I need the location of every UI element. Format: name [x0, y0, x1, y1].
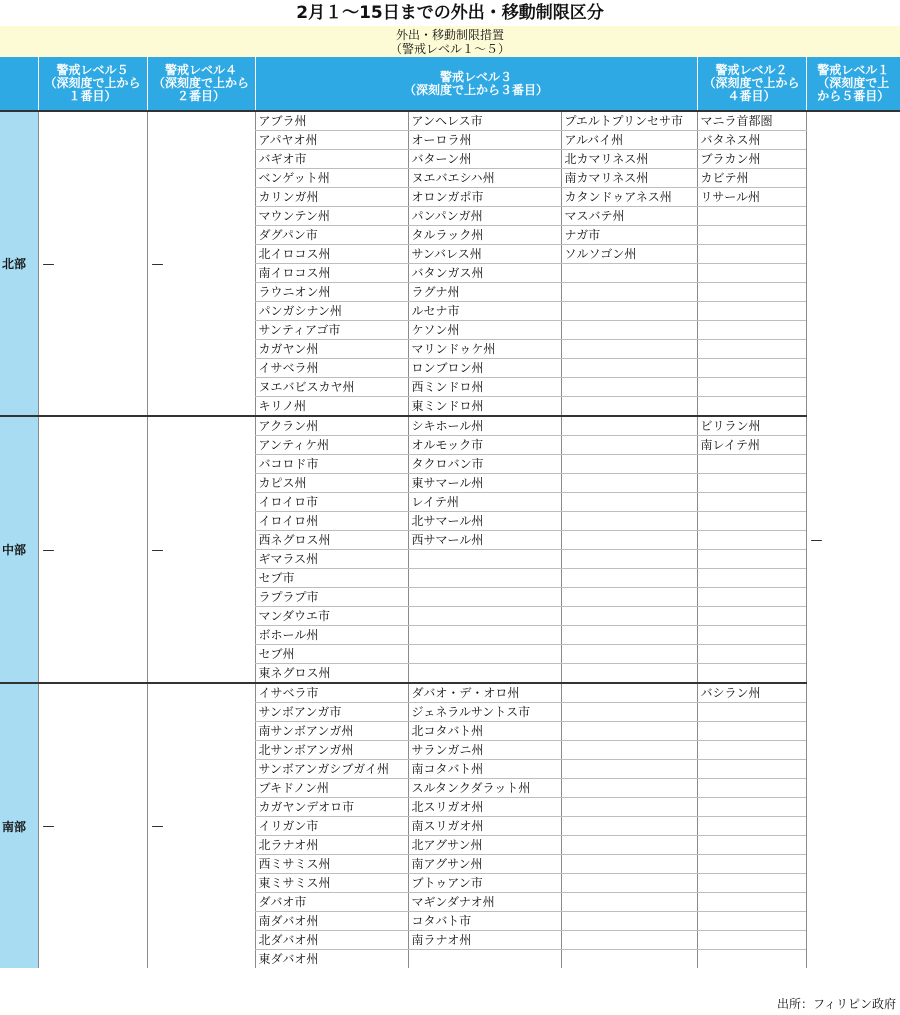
level3-col2-cell: スルタンクダラット州 — [408, 779, 561, 798]
level3-col3-cell — [561, 378, 697, 397]
level3-col1-cell: セブ市 — [255, 569, 408, 588]
level1-header-line: （深刻度で上 — [817, 76, 890, 90]
level4-cell: — — [147, 683, 255, 968]
level3-col3-cell — [561, 550, 697, 569]
level2-cell — [697, 874, 806, 893]
level3-col1-cell: アンティケ州 — [255, 436, 408, 455]
level3-col2-cell: ロンブロン州 — [408, 359, 561, 378]
level3-col1-cell: ベンゲット州 — [255, 169, 408, 188]
level3-col1-cell: 西ネグロス州 — [255, 531, 408, 550]
level3-col3-cell — [561, 588, 697, 607]
level3-col3-cell: ナガ市 — [561, 226, 697, 245]
level3-col3-cell — [561, 855, 697, 874]
level3-col2-cell: アンヘレス市 — [408, 111, 561, 131]
level5-cell: — — [38, 683, 147, 968]
level3-col3-cell — [561, 283, 697, 302]
level2-cell — [697, 397, 806, 417]
level2-cell — [697, 741, 806, 760]
level3-col2-cell: 南ラナオ州 — [408, 931, 561, 950]
level2-cell — [697, 531, 806, 550]
level2-cell — [697, 569, 806, 588]
measures-header-line2: （警戒レベル１～５） — [389, 42, 510, 56]
level3-col1-cell: 南ダバオ州 — [255, 912, 408, 931]
level3-col2-cell: マギンダナオ州 — [408, 893, 561, 912]
level3-col3-cell — [561, 416, 697, 436]
level3-col1-cell: マウンテン州 — [255, 207, 408, 226]
level3-col3-cell — [561, 703, 697, 722]
level3-col2-cell: ジェネラルサントス市 — [408, 703, 561, 722]
level2-cell — [697, 302, 806, 321]
level3-col3-cell: マスバテ州 — [561, 207, 697, 226]
level3-col3-cell — [561, 569, 697, 588]
level3-col1-cell: 北ダバオ州 — [255, 931, 408, 950]
level5-cell: — — [38, 111, 147, 416]
level3-col1-cell: 南イロコス州 — [255, 264, 408, 283]
level3-col1-cell: ギマラス州 — [255, 550, 408, 569]
level2-cell: ブラカン州 — [697, 150, 806, 169]
level1-cell: — — [806, 111, 900, 968]
level3-col2-cell: ダバオ・デ・オロ州 — [408, 683, 561, 703]
level3-col3-cell — [561, 264, 697, 283]
level2-cell: カビテ州 — [697, 169, 806, 188]
level2-cell — [697, 760, 806, 779]
level3-col2-cell: オルモック市 — [408, 436, 561, 455]
level3-col1-cell: カピス州 — [255, 474, 408, 493]
level3-col3-cell — [561, 531, 697, 550]
level3-col2-cell: 南スリガオ州 — [408, 817, 561, 836]
level3-col1-cell: アブラ州 — [255, 111, 408, 131]
level3-col1-cell: イサベラ市 — [255, 683, 408, 703]
level3-col2-cell: 北スリガオ州 — [408, 798, 561, 817]
level3-col2-cell: オーロラ州 — [408, 131, 561, 150]
level3-col2-cell: 南コタバト州 — [408, 760, 561, 779]
level3-col1-cell: バコロド市 — [255, 455, 408, 474]
level5-header-line: １番目） — [68, 89, 117, 103]
level2-cell — [697, 340, 806, 359]
level3-col3-cell — [561, 683, 697, 703]
level3-col2-cell: オロンガポ市 — [408, 188, 561, 207]
level3-col3-cell — [561, 874, 697, 893]
level4-header-line: 警戒レベル４ — [164, 63, 237, 77]
level3-col1-cell: ラプラプ市 — [255, 588, 408, 607]
level2-cell — [697, 550, 806, 569]
level3-col1-cell: サンボアンガ市 — [255, 703, 408, 722]
level3-col2-cell: 西サマール州 — [408, 531, 561, 550]
level3-col3-cell — [561, 722, 697, 741]
level5-cell: — — [38, 416, 147, 683]
level4-header-line: （深刻度で上から — [152, 76, 249, 90]
level3-header-line: （深刻度で上から３番目） — [404, 82, 549, 97]
level3-col2-cell: レイテ州 — [408, 493, 561, 512]
table-row — [0, 416, 900, 436]
level3-col1-cell: サンティアゴ市 — [255, 321, 408, 340]
level3-col1-cell: 東ダバオ州 — [255, 950, 408, 969]
level2-cell — [697, 912, 806, 931]
level2-cell — [697, 664, 806, 684]
level2-cell — [697, 493, 806, 512]
level2-cell — [697, 455, 806, 474]
level2-cell — [697, 283, 806, 302]
level3-col2-cell: ケソン州 — [408, 321, 561, 340]
level3-col3-cell — [561, 893, 697, 912]
level3-col3-cell — [561, 760, 697, 779]
level1-column-header — [806, 57, 900, 111]
level3-col2-cell: バターン州 — [408, 150, 561, 169]
level3-col2-cell: タクロバン市 — [408, 455, 561, 474]
level3-col2-cell — [408, 607, 561, 626]
level3-col1-cell: バギオ市 — [255, 150, 408, 169]
level3-col3-cell — [561, 321, 697, 340]
level3-col3-cell: アルバイ州 — [561, 131, 697, 150]
level3-col2-cell: コタバト市 — [408, 912, 561, 931]
level2-cell — [697, 321, 806, 340]
level2-cell — [697, 798, 806, 817]
table-body — [0, 111, 900, 968]
level3-col1-cell: 南サンボアンガ州 — [255, 722, 408, 741]
level3-col1-cell: イリガン市 — [255, 817, 408, 836]
level3-col2-cell: 西ミンドロ州 — [408, 378, 561, 397]
level3-col2-cell: サランガニ州 — [408, 741, 561, 760]
level3-col2-cell: 北コタバト州 — [408, 722, 561, 741]
level3-col3-cell — [561, 455, 697, 474]
level3-header-line: 警戒レベル３ — [440, 69, 513, 84]
level2-cell — [697, 836, 806, 855]
level3-col3-cell — [561, 340, 697, 359]
level3-col2-cell: 北サマール州 — [408, 512, 561, 531]
level3-col2-cell: ブトゥアン市 — [408, 874, 561, 893]
level3-col1-cell: イロイロ州 — [255, 512, 408, 531]
level2-cell — [697, 817, 806, 836]
level3-col3-cell — [561, 302, 697, 321]
level3-col3-cell — [561, 645, 697, 664]
level4-cell: — — [147, 416, 255, 683]
region-label: 南部 — [0, 683, 38, 968]
level3-col2-cell — [408, 569, 561, 588]
level3-col3-cell — [561, 397, 697, 417]
level3-col3-cell — [561, 817, 697, 836]
level3-col3-cell: 南カマリネス州 — [561, 169, 697, 188]
level3-column-header — [255, 57, 697, 111]
level2-cell — [697, 893, 806, 912]
level3-col1-cell: 西ミサミス州 — [255, 855, 408, 874]
source-note: 出所：フィリピン政府 — [776, 997, 896, 1011]
level2-cell — [697, 359, 806, 378]
level2-cell — [697, 607, 806, 626]
level3-col1-cell: ラウニオン州 — [255, 283, 408, 302]
level3-col3-cell — [561, 493, 697, 512]
level2-cell — [697, 645, 806, 664]
level3-col2-cell — [408, 950, 561, 969]
level3-col1-cell: イサベラ州 — [255, 359, 408, 378]
level2-cell — [697, 779, 806, 798]
region-column-header — [0, 57, 38, 111]
level3-col2-cell: マリンドゥケ州 — [408, 340, 561, 359]
level2-cell — [697, 512, 806, 531]
level3-col1-cell: アパヤオ州 — [255, 131, 408, 150]
level3-col1-cell: カガヤン州 — [255, 340, 408, 359]
level2-cell: マニラ首都圏 — [697, 111, 806, 131]
level3-col3-cell — [561, 950, 697, 969]
level3-col1-cell: ブキドノン州 — [255, 779, 408, 798]
level3-col3-cell — [561, 741, 697, 760]
level3-col3-cell — [561, 836, 697, 855]
level3-col1-cell: パンガシナン州 — [255, 302, 408, 321]
level3-col2-cell: ヌエバエシハ州 — [408, 169, 561, 188]
level3-col3-cell: ソルソゴン州 — [561, 245, 697, 264]
level2-cell — [697, 855, 806, 874]
level3-col3-cell — [561, 664, 697, 684]
region-label: 北部 — [0, 111, 38, 416]
level3-col1-cell: イロイロ市 — [255, 493, 408, 512]
header-row — [0, 57, 900, 111]
level2-cell — [697, 378, 806, 397]
level3-col1-cell: 東ミサミス州 — [255, 874, 408, 893]
level3-col2-cell — [408, 664, 561, 684]
level3-col3-cell — [561, 912, 697, 931]
level3-col1-cell: 東ネグロス州 — [255, 664, 408, 684]
level3-col3-cell — [561, 436, 697, 455]
measures-header-line1: 外出・移動制限措置 — [395, 28, 504, 42]
level3-col1-cell: サンボアンガシブガイ州 — [255, 760, 408, 779]
level5-header-line: （深刻度で上から — [44, 76, 141, 90]
level3-col3-cell — [561, 474, 697, 493]
level3-col2-cell: ラグナ州 — [408, 283, 561, 302]
level3-col3-cell: プエルトプリンセサ市 — [561, 111, 697, 131]
level2-cell — [697, 931, 806, 950]
level3-col2-cell: 北アグサン州 — [408, 836, 561, 855]
level3-col1-cell: 北ラナオ州 — [255, 836, 408, 855]
level3-col2-cell — [408, 550, 561, 569]
level3-col1-cell: カガヤンデオロ市 — [255, 798, 408, 817]
level2-cell: リサール州 — [697, 188, 806, 207]
level2-cell: 南レイテ州 — [697, 436, 806, 455]
level2-cell — [697, 722, 806, 741]
level3-col2-cell: タルラック州 — [408, 226, 561, 245]
level3-col3-cell — [561, 931, 697, 950]
level3-col2-cell: サンバレス州 — [408, 245, 561, 264]
region-label: 中部 — [0, 416, 38, 683]
level2-cell — [697, 950, 806, 969]
level3-col1-cell: ダバオ市 — [255, 893, 408, 912]
level2-header-line: 警戒レベル２ — [715, 63, 788, 77]
level3-col1-cell: 北イロコス州 — [255, 245, 408, 264]
level4-header-line: ２番目） — [176, 89, 225, 103]
level2-header-line: ４番目） — [727, 89, 776, 103]
level3-col2-cell: ルセナ市 — [408, 302, 561, 321]
level3-col2-cell: 東ミンドロ州 — [408, 397, 561, 417]
level4-cell: — — [147, 111, 255, 416]
level2-cell — [697, 703, 806, 722]
level3-col3-cell: 北カマリネス州 — [561, 150, 697, 169]
level2-header-line: （深刻度で上から — [703, 76, 800, 90]
level5-column-header — [38, 57, 147, 111]
level3-col2-cell: シキホール州 — [408, 416, 561, 436]
level2-cell — [697, 474, 806, 493]
level2-column-header — [697, 57, 806, 111]
table-row — [0, 111, 900, 131]
table-row — [0, 683, 900, 703]
level2-cell — [697, 245, 806, 264]
level3-col1-cell: カリンガ州 — [255, 188, 408, 207]
level2-cell: バタネス州 — [697, 131, 806, 150]
level3-col2-cell: 東サマール州 — [408, 474, 561, 493]
level3-col2-cell — [408, 626, 561, 645]
level2-cell: バシラン州 — [697, 683, 806, 703]
level3-col2-cell: パンパンガ州 — [408, 207, 561, 226]
level3-col1-cell: ボホール州 — [255, 626, 408, 645]
level2-cell: ビリラン州 — [697, 416, 806, 436]
level4-column-header — [147, 57, 255, 111]
level3-col2-cell — [408, 645, 561, 664]
level3-col1-cell: ダグパン市 — [255, 226, 408, 245]
level2-cell — [697, 226, 806, 245]
page-title: 2月１～15日までの外出・移動制限区分 — [296, 3, 604, 23]
level3-col3-cell — [561, 798, 697, 817]
level3-col3-cell: カタンドゥアネス州 — [561, 188, 697, 207]
level3-col1-cell: 北サンボアンガ州 — [255, 741, 408, 760]
level3-col3-cell — [561, 512, 697, 531]
restriction-table — [0, 57, 900, 968]
level3-col1-cell: キリノ州 — [255, 397, 408, 417]
level3-col1-cell: ヌエバビスカヤ州 — [255, 378, 408, 397]
level1-header-line: 警戒レベル１ — [817, 63, 890, 77]
level3-col3-cell — [561, 779, 697, 798]
level3-col1-cell: マンダウエ市 — [255, 607, 408, 626]
level2-cell — [697, 626, 806, 645]
level3-col1-cell: アクラン州 — [255, 416, 408, 436]
level3-col3-cell — [561, 359, 697, 378]
level3-col3-cell — [561, 626, 697, 645]
level3-col2-cell: 南アグサン州 — [408, 855, 561, 874]
level2-cell — [697, 588, 806, 607]
level1-header-line: から５番目） — [817, 89, 890, 103]
level2-cell — [697, 264, 806, 283]
level5-header-line: 警戒レベル５ — [56, 63, 129, 77]
level3-col1-cell: セブ州 — [255, 645, 408, 664]
level3-col2-cell: バタンガス州 — [408, 264, 561, 283]
measures-header — [0, 26, 900, 57]
level2-cell — [697, 207, 806, 226]
level3-col3-cell — [561, 607, 697, 626]
level3-col2-cell — [408, 588, 561, 607]
